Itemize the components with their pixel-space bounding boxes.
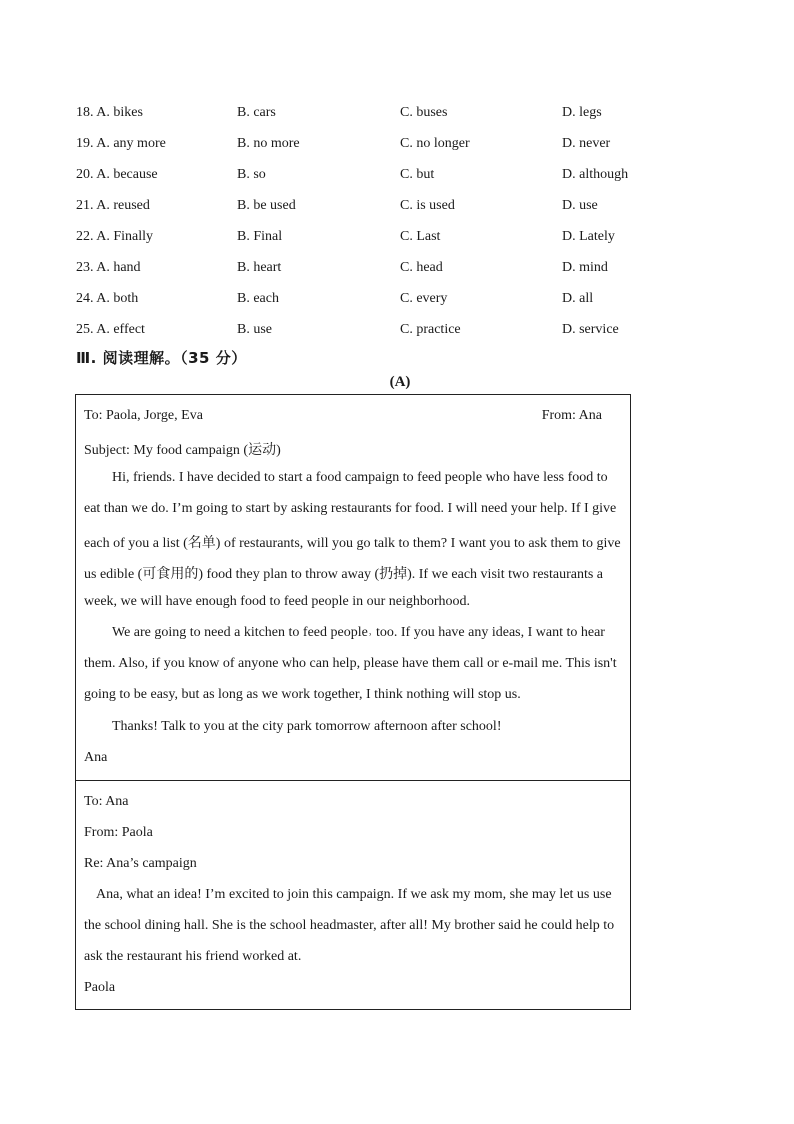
option-a: 20. A. because [76,166,158,182]
option-d: D. mind [562,260,608,276]
email-body-line: week, we will have enough food to feed people in our neighborhood. [84,594,471,609]
option-b: B. heart [237,260,282,276]
passage-label: (A) [389,374,411,390]
option-d: D. service [562,322,619,338]
email-body-line: eat than we do. I’m going to start by asking restaurants for food. I will need your help. If I give [84,501,617,516]
email-subject: Subject: My food campaign (运动) [84,443,281,458]
option-c: C. is used [400,197,455,213]
option-row-19 [76,128,716,159]
option-b: B. so [237,166,266,182]
option-row-18 [76,97,716,128]
email-body-line: us edible (可食用的) food they plan to throw away (扔掉). If we each visit two restaurants a [84,567,604,582]
email-body-line: going to be easy, but as long as we work together, I think nothing will stop us. [84,687,521,702]
option-b: B. use [237,322,272,338]
option-d: D. all [562,291,594,307]
options-table [76,97,716,346]
email-box-ana [75,394,631,781]
option-c: C. but [400,166,435,182]
option-d: D. use [562,197,598,213]
email-signature: Paola [84,980,116,995]
email-to: To: Paola, Jorge, Eva [84,408,203,423]
option-row-23 [76,252,716,283]
option-b: B. Final [237,228,283,244]
option-d: D. never [562,135,611,151]
email-body-line: the school dining hall. She is the school headmaster, after all! My brother said he could help to [84,918,615,933]
option-c: C. no longer [400,135,470,151]
option-a: 25. A. effect [76,322,145,338]
section-title: Ⅲ. 阅读理解。（35 分） [76,349,247,367]
option-row-22 [76,221,716,252]
option-d: D. legs [562,104,602,120]
email-body-line: them. Also, if you know of anyone who can help, please have them call or e-mail me. This isn't [84,656,617,671]
email-body-line: Thanks! Talk to you at the city park tomorrow afternoon after school! [112,719,502,734]
email-from: From: Paola [84,825,153,840]
option-row-21 [76,190,716,221]
option-c: C. practice [400,322,461,338]
email-box-paola [75,780,631,1010]
option-row-24 [76,284,716,315]
option-row-25 [76,315,716,346]
email-to: To: Ana [84,794,129,809]
option-c: C. every [400,291,448,307]
option-a: 21. A. reused [76,197,150,213]
option-a: 24. A. both [76,291,139,307]
option-b: B. each [237,291,279,307]
option-b: B. no more [237,135,300,151]
email-body-line: Hi, friends. I have decided to start a food campaign to feed people who have less food to [112,470,608,485]
email-body-line: We are going to need a kitchen to feed people˒ too. If you have any ideas, I want to hear [112,625,605,640]
option-a: 23. A. hand [76,260,141,276]
email-subject: Re: Ana’s campaign [84,856,197,871]
option-a: 18. A. bikes [76,104,143,120]
email-body-line: ask the restaurant his friend worked at. [84,949,302,964]
option-row-20 [76,159,716,190]
email-from: From: Ana [541,408,602,423]
option-a: 22. A. Finally [76,228,154,244]
option-d: D. Lately [562,228,615,244]
email-body-line: Ana, what an idea! I’m excited to join this campaign. If we ask my mom, she may let us use [96,887,612,902]
option-d: D. although [562,166,629,182]
email-body-line: each of you a list (名单) of restaurants, will you go talk to them? I want you to ask them to give [84,536,621,551]
email-signature: Ana [84,750,108,765]
option-a: 19. A. any more [76,135,166,151]
option-c: C. buses [400,104,448,120]
option-c: C. head [400,260,443,276]
option-b: B. be used [237,197,296,213]
option-c: C. Last [400,228,441,244]
option-b: B. cars [237,104,276,120]
